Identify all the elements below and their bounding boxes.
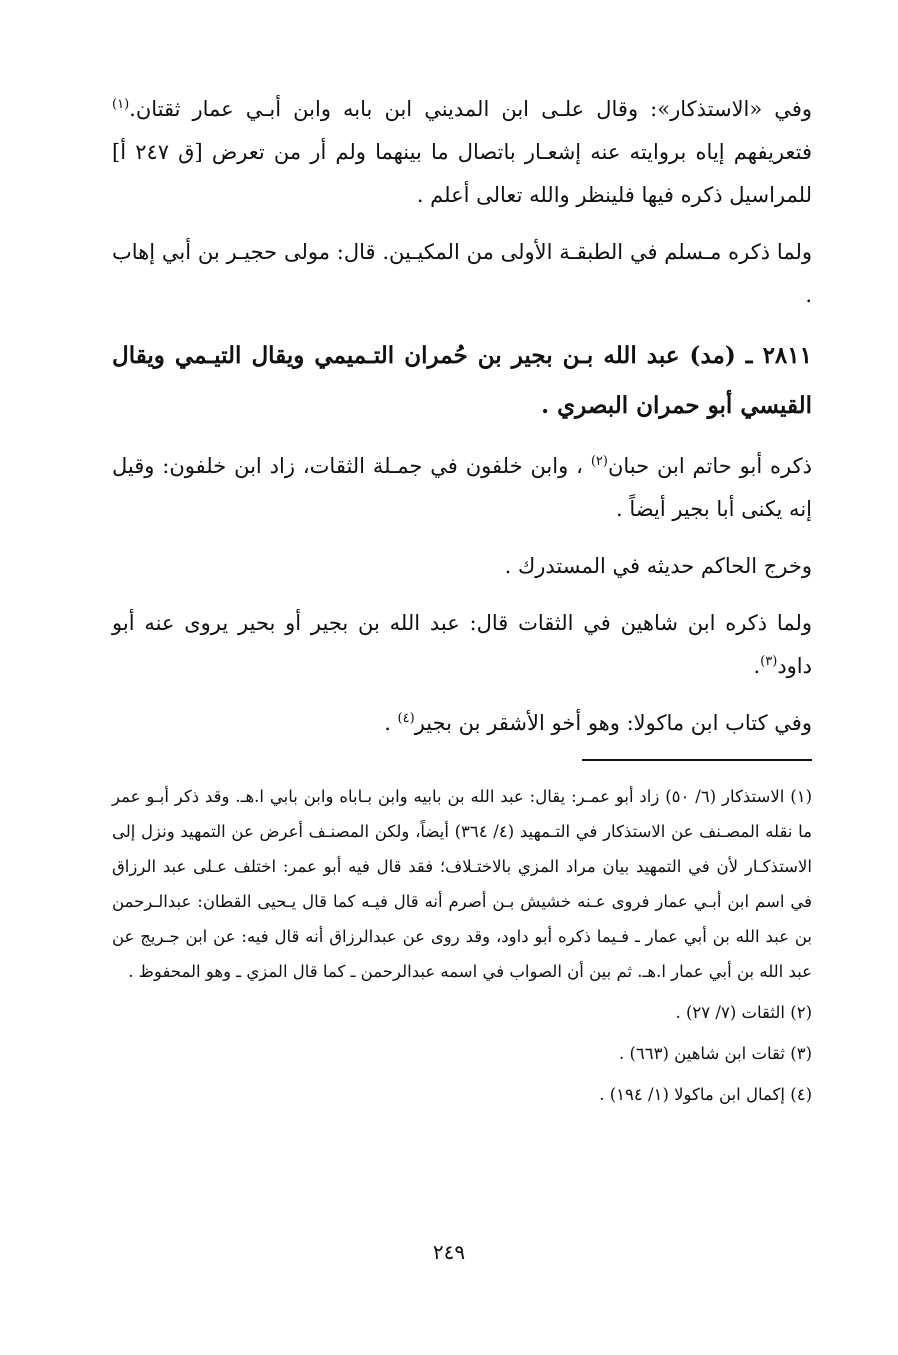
footnote-divider bbox=[582, 759, 812, 761]
footnote-2: (٢) الثقات (٧/ ٢٧) . bbox=[675, 1003, 812, 1022]
footnote-ref-4: (٤) bbox=[397, 711, 415, 726]
footnote-ref-1: (١) bbox=[112, 97, 130, 112]
page-number: ٢٤٩ bbox=[432, 1240, 466, 1264]
entry-heading: ٢٨١١ ـ (مد) عبد الله بـن بجير بن حُمران التـميمي ويقال التيـمي ويقال القيسي أبو حمران البصري . bbox=[112, 342, 812, 419]
footnote-ref-2: (٢) bbox=[590, 454, 608, 469]
paragraph-muslim: ولما ذكره مـسلم في الطبقـة الأولى من المكيـين. قال: مولى حجيـر بن أبي إهاب . bbox=[112, 240, 812, 307]
paragraph-ibn-hibban: ذكره أبو حاتم ابن حبان$^{(٢)}$ ، وابن خلفون في جمـلة الثقات، زاد ابن خلفون: وقيل إنه يكنى أبا بجير أيضاً . bbox=[112, 454, 812, 521]
footnote-ref-3: (٣) bbox=[760, 654, 778, 669]
paragraph-ibn-makula: وفي كتاب ابن ماكولا: وهو أخو الأشقر بن بجير$^{(٤)}$ . bbox=[384, 711, 812, 735]
paragraph-hakim: وخرج الحاكم حديثه في المستدرك . bbox=[504, 554, 812, 578]
main-text bbox=[112, 88, 812, 745]
footnote-4: (٤) إكمال ابن ماكولا (١/ ١٩٤) . bbox=[599, 1085, 812, 1104]
paragraph-istidhkar: وفي «الاستذكار»: وقال علـى ابن المديني ابن بابه وابن أبـي عمار ثقتان.$^{(١)}$ فتعريفهم إياه بروايته عنه إشعـار باتصال ما بينهما ولم أر من تعرض [ق ٢٤٧ أ] للمراسيل ذكره فيها فلينظر والله تعالى أعلم . bbox=[112, 97, 813, 207]
footnote-1: (١) الاستذكار (٦/ ٥٠) زاد أبو عمـر: يقال: عبد الله بن بابيه وابن بـاباه وابن بابي ا.هـ. وقد ذكر أبـو عمر ما نقله المصـنف عن الاستذكار في التـمهيد (٤/ ٣٦٤) أيضاً، ولكن المصنـف أعرض عن التمهيد ونزل إلى الاستذكـار لأن في التمهيد بيان مراد المزي بالاختـلاف؛ فقد قال فيه أبو عمر: اختلف عـلى عبد الرزاق في اسم ابن أبـي عمار فروى عـنه خشيش بـن أصرم أنه قال فيـه كما قال يـحيى القطان: عبدالـرحمن بن عبد الله بن أبي عمار ـ فـيما ذكره أبو داود، وقد روى عن عبدالرزاق أنه قال فيه: عن ابن جـريج عن عبد الله بن أبي عمار ا.هـ. ثم بين أن الصواب في اسمه عبدالرحمن ـ كما قال المزي ـ وهو المحفوظ . bbox=[112, 787, 812, 981]
footnotes bbox=[112, 779, 812, 1112]
paragraph-ibn-shahin: ولما ذكره ابن شاهين في الثقات قال: عبد الله بن بجير أو بحير يروى عنه أبو داود$^{(٣)}$. bbox=[112, 611, 812, 678]
footnote-3: (٣) ثقات ابن شاهين (٦٦٣) . bbox=[618, 1044, 812, 1063]
